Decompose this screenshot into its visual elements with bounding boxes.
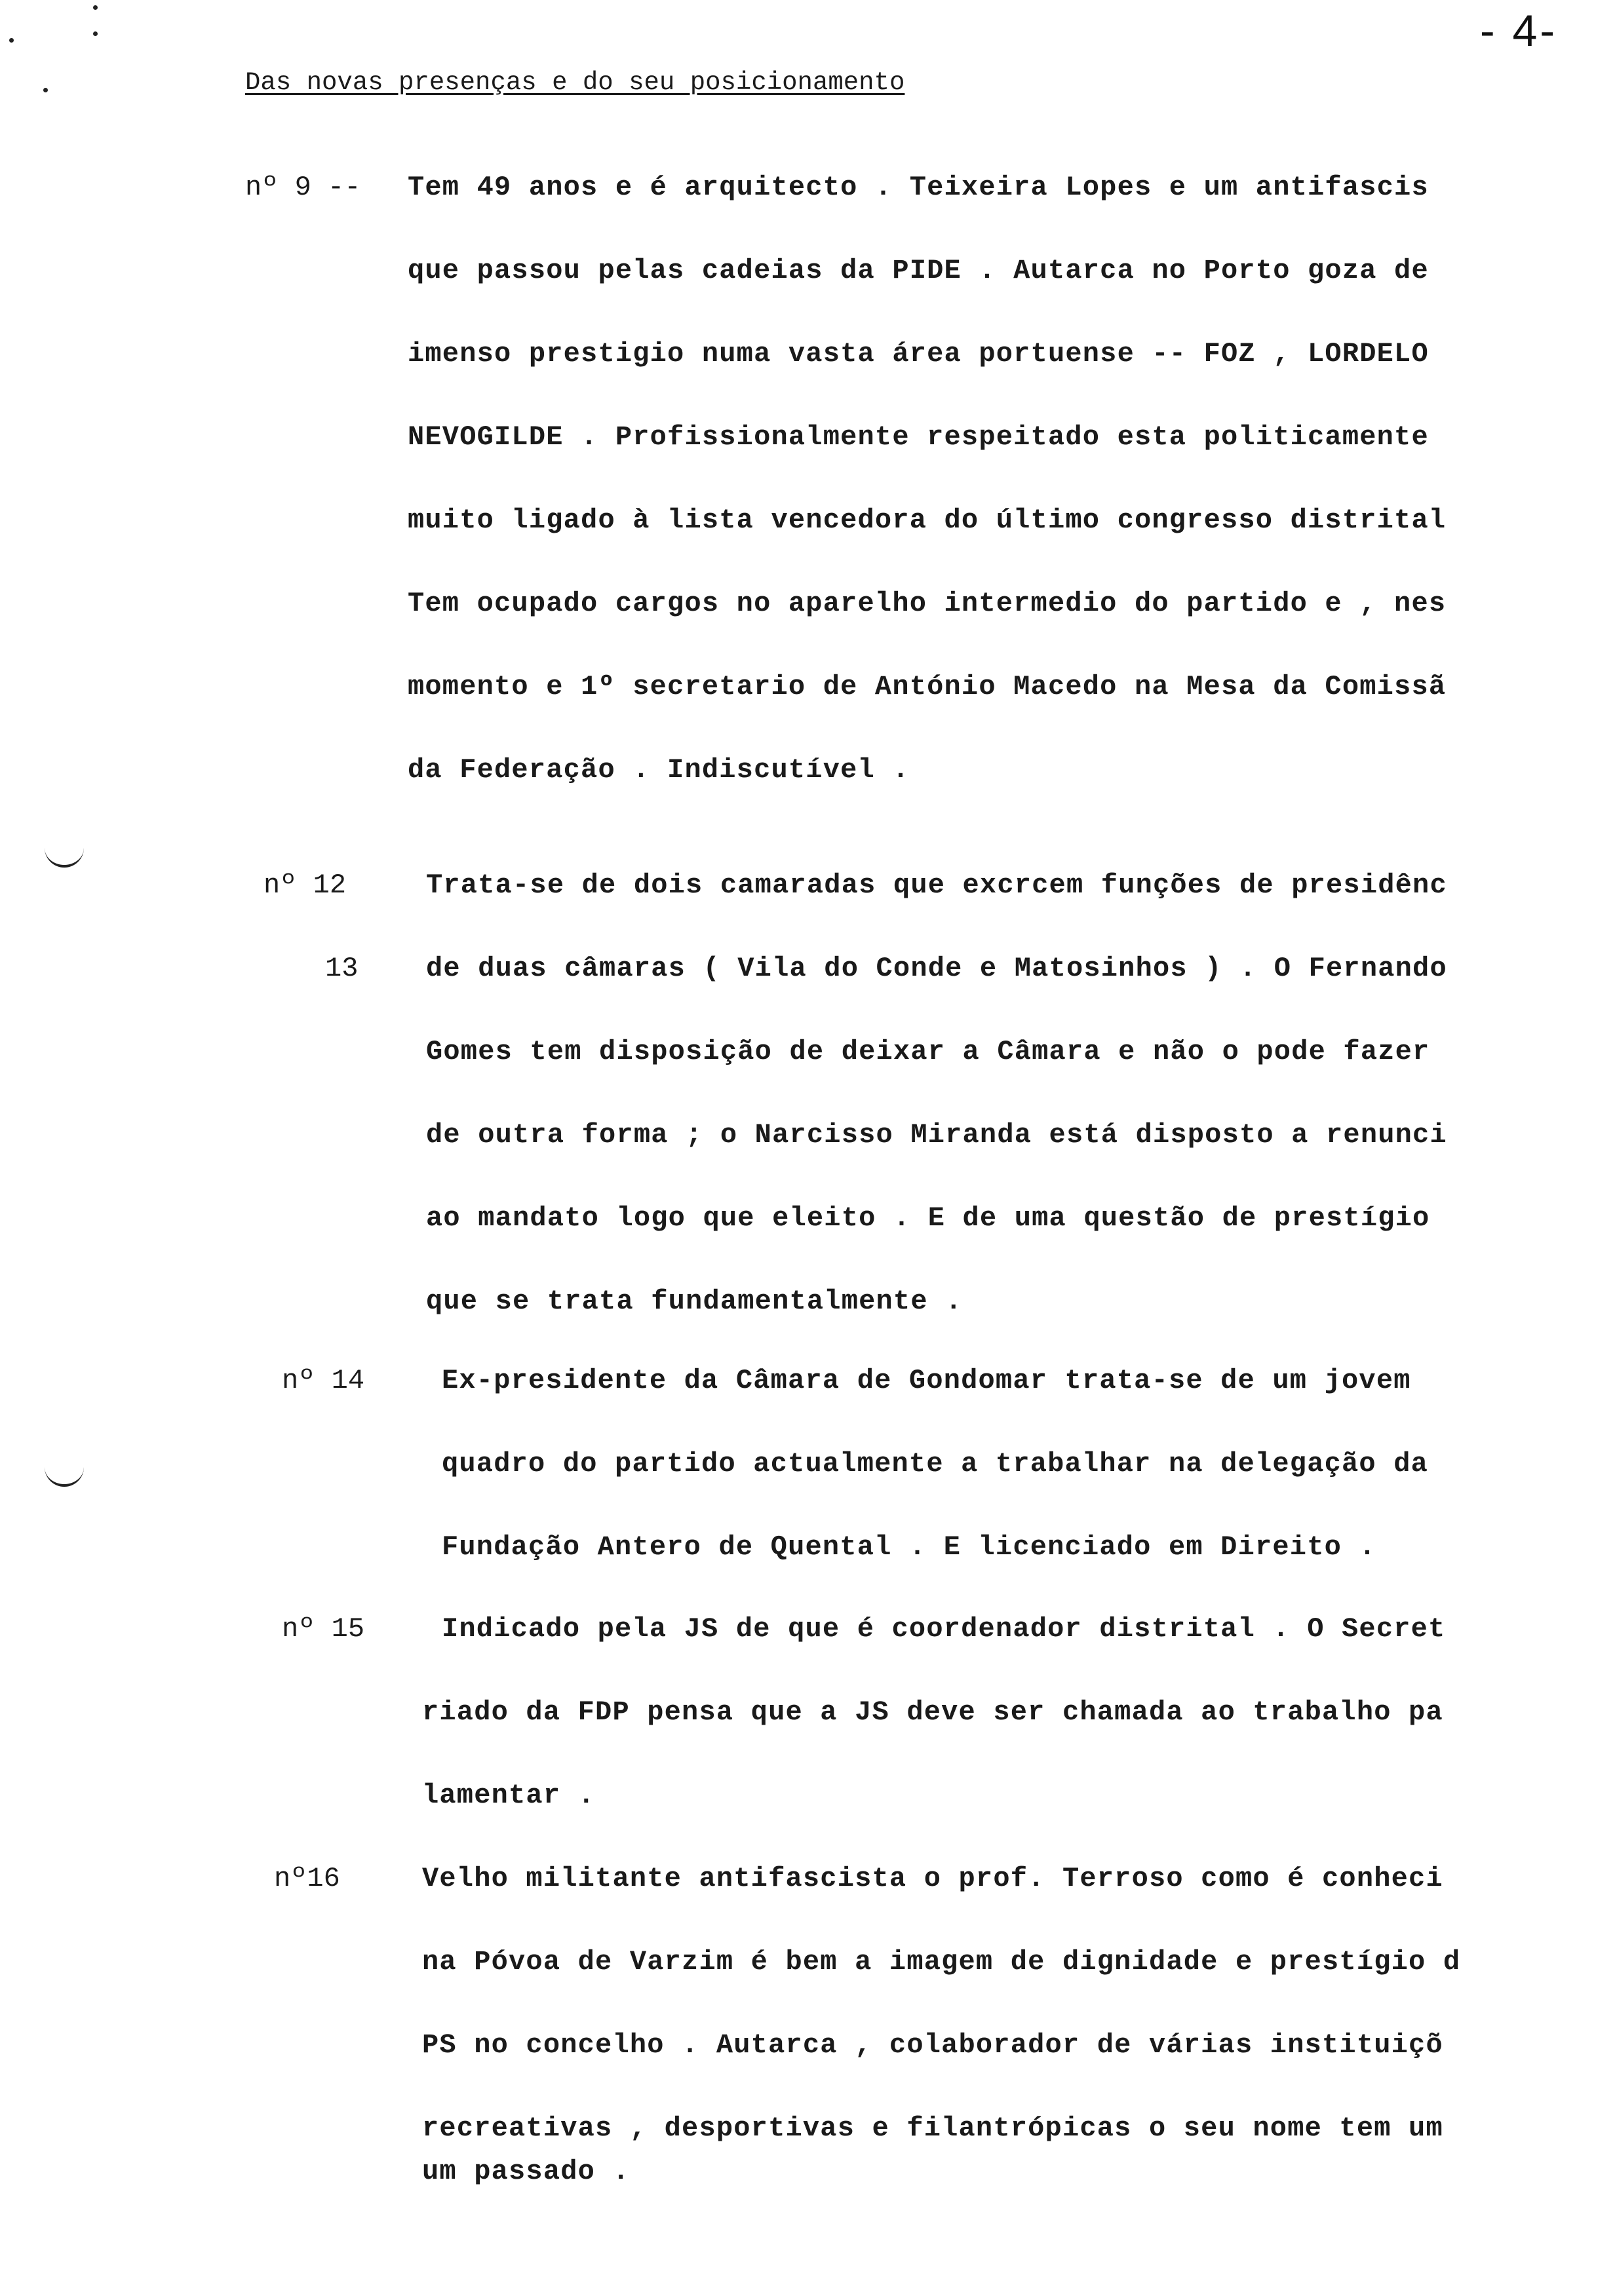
entry-number: nº16	[274, 1863, 340, 1894]
entry-text-line: lamentar .	[422, 1780, 596, 1811]
entry-text-line: Trata-se de dois camaradas que excrcem funções de presidênc	[426, 870, 1447, 901]
entry-text-line: quadro do partido actualmente a trabalhar na delegação da	[442, 1448, 1429, 1480]
entry-text-line: muito ligado à lista vencedora do último congresso distrital	[408, 505, 1447, 536]
entry-text-line: que se trata fundamentalmente .	[426, 1286, 963, 1317]
entry-text-line: Fundação Antero de Quental . E licenciado em Direito .	[442, 1531, 1376, 1563]
entry-text-line: imenso prestigio numa vasta área portuense -- FOZ , LORDELO	[408, 338, 1429, 370]
entry-text-line: Velho militante antifascista o prof. Terroso como é conheci	[422, 1863, 1443, 1894]
entry-text-line: ao mandato logo que eleito . E de uma questão de prestígio	[426, 1202, 1430, 1234]
margin-dot	[93, 5, 98, 10]
margin-mark	[45, 845, 84, 868]
entry-text-line: Tem 49 anos e é arquitecto . Teixeira Lopes e um antifascis	[408, 172, 1429, 203]
entry-text-line: da Federação . Indiscutível .	[408, 754, 910, 786]
entry-text-line: NEVOGILDE . Profissionalmente respeitado esta politicamente	[408, 421, 1429, 453]
entry-number: nº 15	[282, 1613, 365, 1645]
margin-dot	[93, 31, 98, 36]
entry-text-line: PS no concelho . Autarca , colaborador de várias instituiçõ	[422, 2029, 1443, 2061]
entry-text-line: na Póvoa de Varzim é bem a imagem de dignidade e prestígio d	[422, 1946, 1461, 1978]
entry-text-line: um passado .	[422, 2156, 630, 2187]
entry-number: nº 12	[263, 870, 347, 901]
entry-text-line: Indicado pela JS de que é coordenador distrital . O Secret	[442, 1613, 1446, 1645]
entry-text-line: Ex-presidente da Câmara de Gondomar trata-se de um jovem	[442, 1365, 1411, 1396]
entry-text-line: recreativas , desportivas e filantrópicas o seu nome tem um	[422, 2113, 1443, 2144]
entry-text-line: Tem ocupado cargos no aparelho intermedio do partido e , nes	[408, 588, 1447, 619]
margin-dot	[9, 38, 14, 43]
entry-number-secondary: 13	[325, 953, 359, 984]
margin-dot	[43, 88, 48, 92]
entry-text-line: Gomes tem disposição de deixar a Câmara e não o pode fazer	[426, 1036, 1430, 1067]
entry-text-line: de duas câmaras ( Vila do Conde e Matosinhos ) . O Fernando	[426, 953, 1447, 984]
margin-mark	[45, 1464, 84, 1487]
entry-text-line: de outra forma ; o Narcisso Miranda está disposto a renunci	[426, 1119, 1447, 1151]
entry-number: nº 9 --	[245, 172, 361, 203]
entry-text-line: que passou pelas cadeias da PIDE . Autarca no Porto goza de	[408, 255, 1429, 286]
entry-text-line: momento e 1º secretario de António Macedo na Mesa da Comissã	[408, 671, 1447, 702]
page-number: - 4-	[1480, 6, 1557, 56]
entry-text-line: riado da FDP pensa que a JS deve ser chamada ao trabalho pa	[422, 1696, 1443, 1728]
entry-number: nº 14	[282, 1365, 365, 1396]
section-heading: Das novas presenças e do seu posicionamento	[245, 68, 905, 97]
